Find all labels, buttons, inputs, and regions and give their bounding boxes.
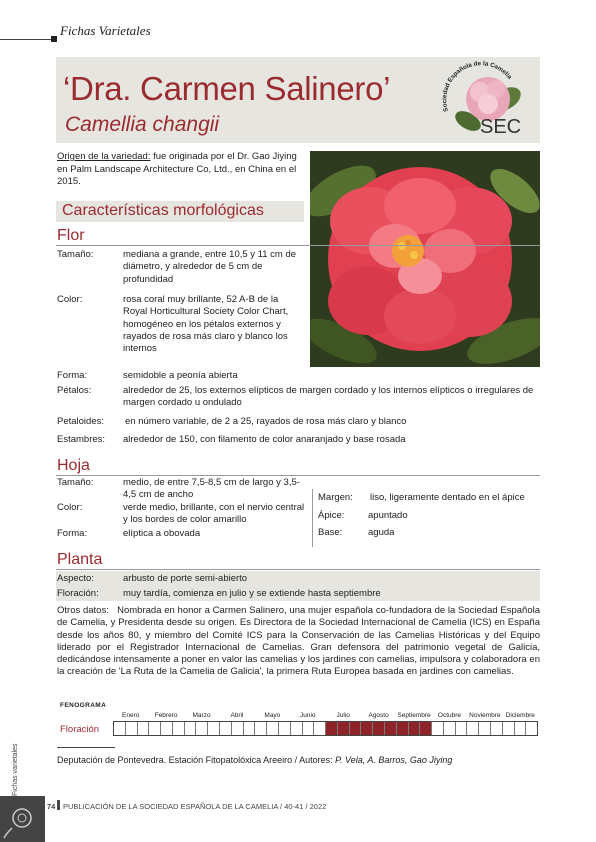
fenograma-cell-septiembre-1 xyxy=(397,722,409,735)
camellia-corner-icon xyxy=(0,796,45,842)
fenograma-cell-diciembre-1 xyxy=(503,722,515,735)
fenograma-month-marzo: Marzo xyxy=(192,712,211,719)
fenograma-cell-diciembre-2 xyxy=(515,722,527,735)
fenograma-month-enero: Enero xyxy=(122,712,140,719)
credit-line xyxy=(57,755,452,765)
fenograma-cell-junio-3 xyxy=(314,722,326,735)
fenograma-cell-mayo-2 xyxy=(267,722,279,735)
fenograma-cell-enero-2 xyxy=(126,722,138,735)
planta-divider xyxy=(56,569,540,570)
planta-floracion: muy tardía, comienza en julio y se extiende hasta septiembre xyxy=(123,588,381,599)
fenograma-cell-marzo-2 xyxy=(196,722,208,735)
flor-color-label: Color: xyxy=(57,294,83,305)
hoja-apice: apuntado xyxy=(368,510,408,521)
planta-aspecto-label: Aspecto: xyxy=(57,573,94,584)
flor-divider xyxy=(56,245,540,246)
fenograma-cell-marzo-1 xyxy=(185,722,197,735)
fenograma-cell-agosto-3 xyxy=(385,722,397,735)
fenograma-cell-abril-3 xyxy=(244,722,256,735)
flor-tamano: mediana a grande, entre 10,5 y 11 cm de diámetro, y alrededor de 5 cm de profundidad xyxy=(123,249,297,285)
fenograma-month-noviembre: Noviembre xyxy=(469,712,501,719)
fenograma-month-febrero: Febrero xyxy=(154,712,178,719)
footer-bar xyxy=(57,800,60,810)
fenograma-cell-mayo-1 xyxy=(255,722,267,735)
fenograma-month-abril: Abril xyxy=(230,712,244,719)
fenograma-month-agosto: Agosto xyxy=(368,712,389,719)
credit-rule xyxy=(57,747,115,748)
camellia-photo xyxy=(310,151,540,367)
hoja-title: Hoja xyxy=(57,457,90,474)
variety-title: ‘Dra. Carmen Salinero’ xyxy=(63,70,391,107)
hoja-forma: elíptica a obovada xyxy=(123,528,201,539)
fenograma-month-octubre: Octubre xyxy=(437,712,462,719)
otros-text: Nombrada en honor a Carmen Salinero, una mujer española co-fundadora de la Sociedad Española de Camelia, y Presidenta desde su origen. Es Directora de la Sociedad Internacional de Camelia (ICS) en España desde los años 80, y miembro del Comité ICS para la Conservación de las Camelias Históricas y del Equipo liderado por el Registrador Internacional de Camelias. Gran defensora del patrimonio vegetal de Galicia, dedicándose intensamente a poner en valor las camelias y los jardines con camelias, impulsora y colaboradora en la creación de 'La Ruta de la Camelia de Galicia', la primera Ruta Europea basada en jardines con camelias. xyxy=(57,605,541,678)
credit-authors: P. Vela, A. Barros, Gao Jiying xyxy=(335,755,453,765)
otros-label: Otros datos: xyxy=(57,605,109,616)
otros-datos xyxy=(57,605,540,679)
page-number: 74 xyxy=(47,802,56,811)
fenograma-month-diciembre: Diciembre xyxy=(505,712,535,719)
hoja-color: verde medio, brillante, con el nervio central y los bordes de color amarillo xyxy=(123,502,305,526)
fenograma-cell-febrero-2 xyxy=(161,722,173,735)
origin-label: Origen de la variedad: xyxy=(57,151,151,162)
fenograma-cell-abril-1 xyxy=(220,722,232,735)
fenograma-cell-enero-1 xyxy=(114,722,126,735)
flor-forma-label: Forma: xyxy=(57,370,88,381)
fenograma-cell-julio-1 xyxy=(326,722,338,735)
logo-abbr: SEC xyxy=(480,116,522,138)
fenograma-cell-noviembre-2 xyxy=(479,722,491,735)
fenograma-cell-octubre-2 xyxy=(444,722,456,735)
fenograma-cell-agosto-1 xyxy=(361,722,373,735)
origin-paragraph xyxy=(57,151,303,189)
fenograma-cell-junio-1 xyxy=(291,722,303,735)
sec-logo xyxy=(436,59,530,141)
hoja-base-label: Base: xyxy=(318,527,343,538)
fenograma-cell-noviembre-1 xyxy=(467,722,479,735)
fenograma-cell-marzo-3 xyxy=(208,722,220,735)
section-header: Fichas Varietales xyxy=(60,23,151,38)
planta-aspecto: arbusto de porte semi-abierto xyxy=(123,573,248,584)
fenograma-calendar xyxy=(113,721,538,736)
fenograma-cell-enero-3 xyxy=(138,722,150,735)
flor-forma: semidoble a peonía abierta xyxy=(123,370,238,381)
species-name: Camellia changii xyxy=(65,113,220,136)
flor-petaloides: en número variable, de 2 a 25, rayados de rosa más claro y blanco xyxy=(125,416,407,427)
hoja-forma-label: Forma: xyxy=(57,528,88,539)
hoja-tamano: medio, de entre 7,5-8,5 cm de largo y 3,5-4,5 cm de ancho xyxy=(123,477,300,501)
fenograma-month-septiembre: Septiembre xyxy=(397,712,431,719)
section-header-marker xyxy=(51,36,57,42)
planta-floracion-label: Floración: xyxy=(57,588,99,599)
fenograma-cell-diciembre-3 xyxy=(526,722,537,735)
flor-petalos: alrededor de 25, los externos elípticos de margen cordado y los internos elípticos o irregulares de margen cordado u ondulado xyxy=(123,385,534,409)
fenograma-cell-octubre-1 xyxy=(432,722,444,735)
fenograma-cell-noviembre-3 xyxy=(491,722,503,735)
section-header-rule xyxy=(0,39,52,40)
origin-text: fue originada por el Dr. Gao Jiying en Palm Landscape Architecture Co, Ltd., en China en el 2015. xyxy=(57,151,297,187)
fenograma-cell-julio-3 xyxy=(350,722,362,735)
corner-block xyxy=(0,796,45,842)
fenograma-cell-julio-2 xyxy=(338,722,350,735)
fenograma-cell-septiembre-3 xyxy=(420,722,432,735)
hoja-base: aguda xyxy=(368,527,395,538)
fenograma-cell-febrero-3 xyxy=(173,722,185,735)
fenograma-month-junio: Junio xyxy=(300,712,316,719)
fenograma-cell-febrero-1 xyxy=(149,722,161,735)
hoja-apice-label: Ápice: xyxy=(318,510,345,521)
hoja-tamano-label: Tamaño: xyxy=(57,477,94,488)
fenograma-cell-septiembre-2 xyxy=(409,722,421,735)
fenograma-month-julio: Julio xyxy=(336,712,350,719)
sidebar-label: Fichas varietales xyxy=(12,743,19,796)
fenograma-cell-junio-2 xyxy=(303,722,315,735)
flor-petalos-label: Pétalos: xyxy=(57,385,92,396)
credit-text: Deputación de Pontevedra. Estación Fitopatolóxica Areeiro / Autores: xyxy=(57,755,336,765)
flor-estambres-label: Estambres: xyxy=(57,434,106,445)
hoja-margen-label: Margen: xyxy=(318,492,353,503)
logo-ring-text: Sociedad Española de la Camelia xyxy=(441,60,513,113)
flor-title: Flor xyxy=(57,227,85,244)
fenograma-cell-mayo-3 xyxy=(279,722,291,735)
publication-line: PUBLICACIÓN DE LA SOCIEDAD ESPAÑOLA DE LA CAMELIA / 40-41 / 2022 xyxy=(63,802,327,811)
fenograma-cell-octubre-3 xyxy=(456,722,468,735)
fenograma-title: FENOGRAMA xyxy=(60,702,107,709)
hoja-column-divider xyxy=(312,489,313,547)
flor-color: rosa coral muy brillante, 52 A-B de la Royal Horticultural Society Color Chart, homogéneo en los pétalos externos y rayados de rosa más claro y blanco los internos xyxy=(123,294,289,355)
fenograma-cell-agosto-2 xyxy=(373,722,385,735)
fenograma-month-mayo: Mayo xyxy=(264,712,281,719)
fenograma-row-label: Floración xyxy=(60,724,100,735)
hoja-divider xyxy=(56,475,540,476)
planta-title: Planta xyxy=(57,551,103,568)
morph-title: Características morfológicas xyxy=(62,202,264,219)
flor-estambres: alrededor de 150, con filamento de color anaranjado y base rosada xyxy=(123,434,406,445)
hoja-margen: liso, ligeramente dentado en el ápice xyxy=(370,492,525,503)
flor-tamano-label: Tamaño: xyxy=(57,249,94,260)
flor-petaloides-label: Petaloides: xyxy=(57,416,105,427)
fenograma-cell-abril-2 xyxy=(232,722,244,735)
hoja-color-label: Color: xyxy=(57,502,83,513)
